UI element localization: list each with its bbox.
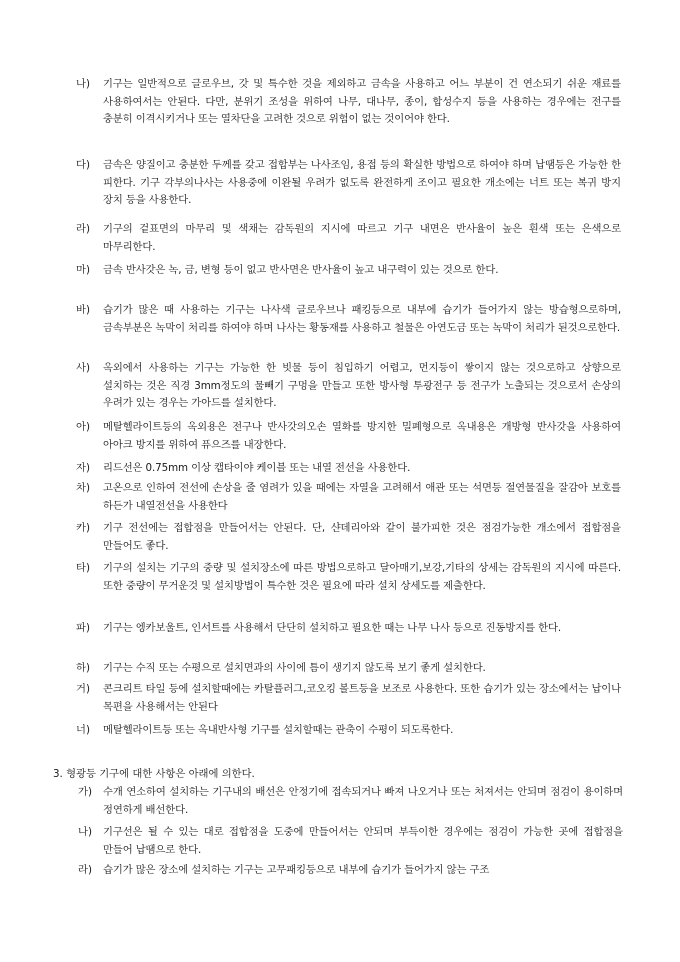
list-item [76, 302, 621, 337]
item-text: 기구선은 될 수 있는 대로 접합점을 도중에 만들어서는 안되며 부득이한 경우에는 점검이 가능한 곳에 접합점을 만들어 납땜으로 한다. [103, 826, 623, 856]
item-text: 수개 연소하여 설치하는 기구내의 배선은 안정기에 접속되거나 빠져 나오거나 또는 처져서는 안되며 점검이 용이하며 정연하게 배선한다. [103, 786, 623, 816]
item-text: 리드선은 0.75mm 이상 캡타이야 케이블 또는 내열 전선을 사용한다. [103, 462, 411, 474]
item-text: 기구 전선에는 접합점을 만들어서는 안된다. 단, 샨데리아와 같이 불가피한 것은 점검가능한 개소에서 접합점을 만들어도 좋다. [103, 522, 621, 552]
item-text: 메탈헬라이트등의 옥외용은 전구나 반사갓의오손 열화를 방지한 밀폐형으로 옥내용은 개방형 반사갓을 사용하여 아아크 방지를 위하여 퓨으즈를 내장한다. [103, 421, 621, 451]
item-text: 기구의 설치는 기구의 중량 및 설치장소에 따른 방법으로하고 달아매기,보강,기타의 상세는 감독원의 지시에 따른다.또한 중량이 무거운것 및 설치방법이 특수한 것은 필요에 따라 설치 상세도를 제출한다. [103, 562, 621, 592]
item-label: 아) [76, 421, 90, 433]
list-item [76, 221, 621, 256]
item-text: 습기가 많은 장소에 설치하는 기구는 고무패킹등으로 내부에 습기가 들어가지 않는 구조 [103, 864, 490, 876]
list-item [76, 620, 621, 638]
list-item [78, 862, 623, 880]
item-label: 하) [76, 662, 90, 674]
item-label: 나) [78, 826, 92, 838]
item-label: 나) [76, 78, 90, 90]
list-item [76, 480, 621, 515]
list-item [76, 262, 621, 280]
list-item [76, 419, 621, 454]
item-label: 타) [76, 562, 90, 574]
item-label: 라) [78, 864, 92, 876]
item-label: 마) [76, 264, 90, 276]
item-text: 기구의 겉표면의 마무리 및 색채는 감독원의 지시에 따르고 기구 내면은 반사율이 높은 흰색 또는 은색으로 마무리한다. [103, 223, 621, 253]
item-label: 가) [78, 786, 92, 798]
item-text: 금속 반사갓은 녹, 금, 변형 등이 없고 반사면은 반사율이 높고 내구력이 있는 것으로 한다. [103, 264, 499, 276]
item-text: 옥외에서 사용하는 기구는 가능한 한 빗물 등이 침입하기 어렵고, 먼지등이 쌓이지 않는 것으로하고 상향으로 설치하는 것은 직경 3mm정도의 물빼기 구멍을 만들고 또한 방사형 투광전구 등 전구가 노출되는 것으로서 손상의 우려가 있는 경우는 가아드를 설치한다. [103, 362, 621, 410]
list-item [76, 560, 621, 595]
item-text: 습기가 많은 때 사용하는 기구는 나사색 글로우브나 패킹등으로 내부에 습기가 들어가지 않는 방습형으로하며, 금속부분은 녹막이 처리를 하여야 하며 나사는 황동재를 사용하고 철물은 아연도금 또는 녹막이 처리가 된것으로한다. [103, 304, 621, 334]
list-item [76, 360, 621, 413]
list-item [76, 520, 621, 555]
list-item [76, 722, 621, 740]
item-label: 바) [76, 304, 90, 316]
item-label: 거) [76, 683, 90, 695]
section-heading: 3. 형광등 기구에 대한 사항은 아래에 의한다. [53, 768, 255, 780]
list-item [76, 76, 621, 129]
list-item [76, 460, 621, 478]
item-label: 자) [76, 462, 90, 474]
item-label: 라) [76, 223, 90, 235]
item-text: 기구는 수직 또는 수평으로 설치면과의 사이에 틈이 생기지 않도록 보기 좋게 설치한다. [103, 662, 486, 674]
item-text: 고온으로 인하여 전선에 손상을 줄 염려가 있을 때에는 자열을 고려해서 애관 또는 석면등 절연물질을 잘감아 보호를 하든가 내열전선을 사용한다 [103, 482, 621, 512]
item-text: 콘크리트 타일 등에 설치할때에는 카탈플러그,코오킹 볼트등을 보조로 사용한다. 또한 습기가 있는 장소에서는 납이나 목편을 사용해서는 안된다 [103, 683, 621, 713]
list-item [78, 784, 623, 819]
list-item [78, 824, 623, 859]
list-item [76, 660, 621, 678]
item-label: 차) [76, 482, 90, 494]
item-text: 기구는 일반적으로 글로우브, 갓 및 특수한 것을 제외하고 금속을 사용하고 어느 부분이 건 연소되기 쉬운 재료를 사용하여서는 안된다. 다만, 분위기 조성을 위하여 나무, 대나무, 종이, 합성수지 등을 사용하는 경우에는 전구를 충분히 이격시키거나 또는 열차단을 고려한 것으로 위험이 없는 것이어야 한다. [103, 78, 621, 126]
item-text: 금속은 양질이고 충분한 두께를 갖고 접합부는 나사조임, 용접 등의 확실한 방법으로 하여야 하며 납땜등은 가능한 한 피한다. 기구 각부의나사는 사용중에 이완될 우려가 없도록 완전하게 조이고 필요한 개소에는 너트 또는 복귀 방지 장치 등을 사용한다. [103, 159, 621, 207]
item-label: 다) [76, 159, 90, 171]
list-item [76, 681, 621, 716]
item-label: 너) [76, 724, 90, 736]
item-label: 카) [76, 522, 90, 534]
item-text: 메탈헬라이트등 또는 옥내반사형 기구를 설치할때는 관축이 수평이 되도록한다. [103, 724, 454, 736]
item-label: 파) [76, 622, 90, 634]
item-label: 사) [76, 362, 90, 374]
list-item [76, 157, 621, 210]
item-text: 기구는 엥카보울트, 인서트를 사용해서 단단히 설치하고 필요한 때는 나무 나사 등으로 진동방지를 한다. [103, 622, 561, 634]
